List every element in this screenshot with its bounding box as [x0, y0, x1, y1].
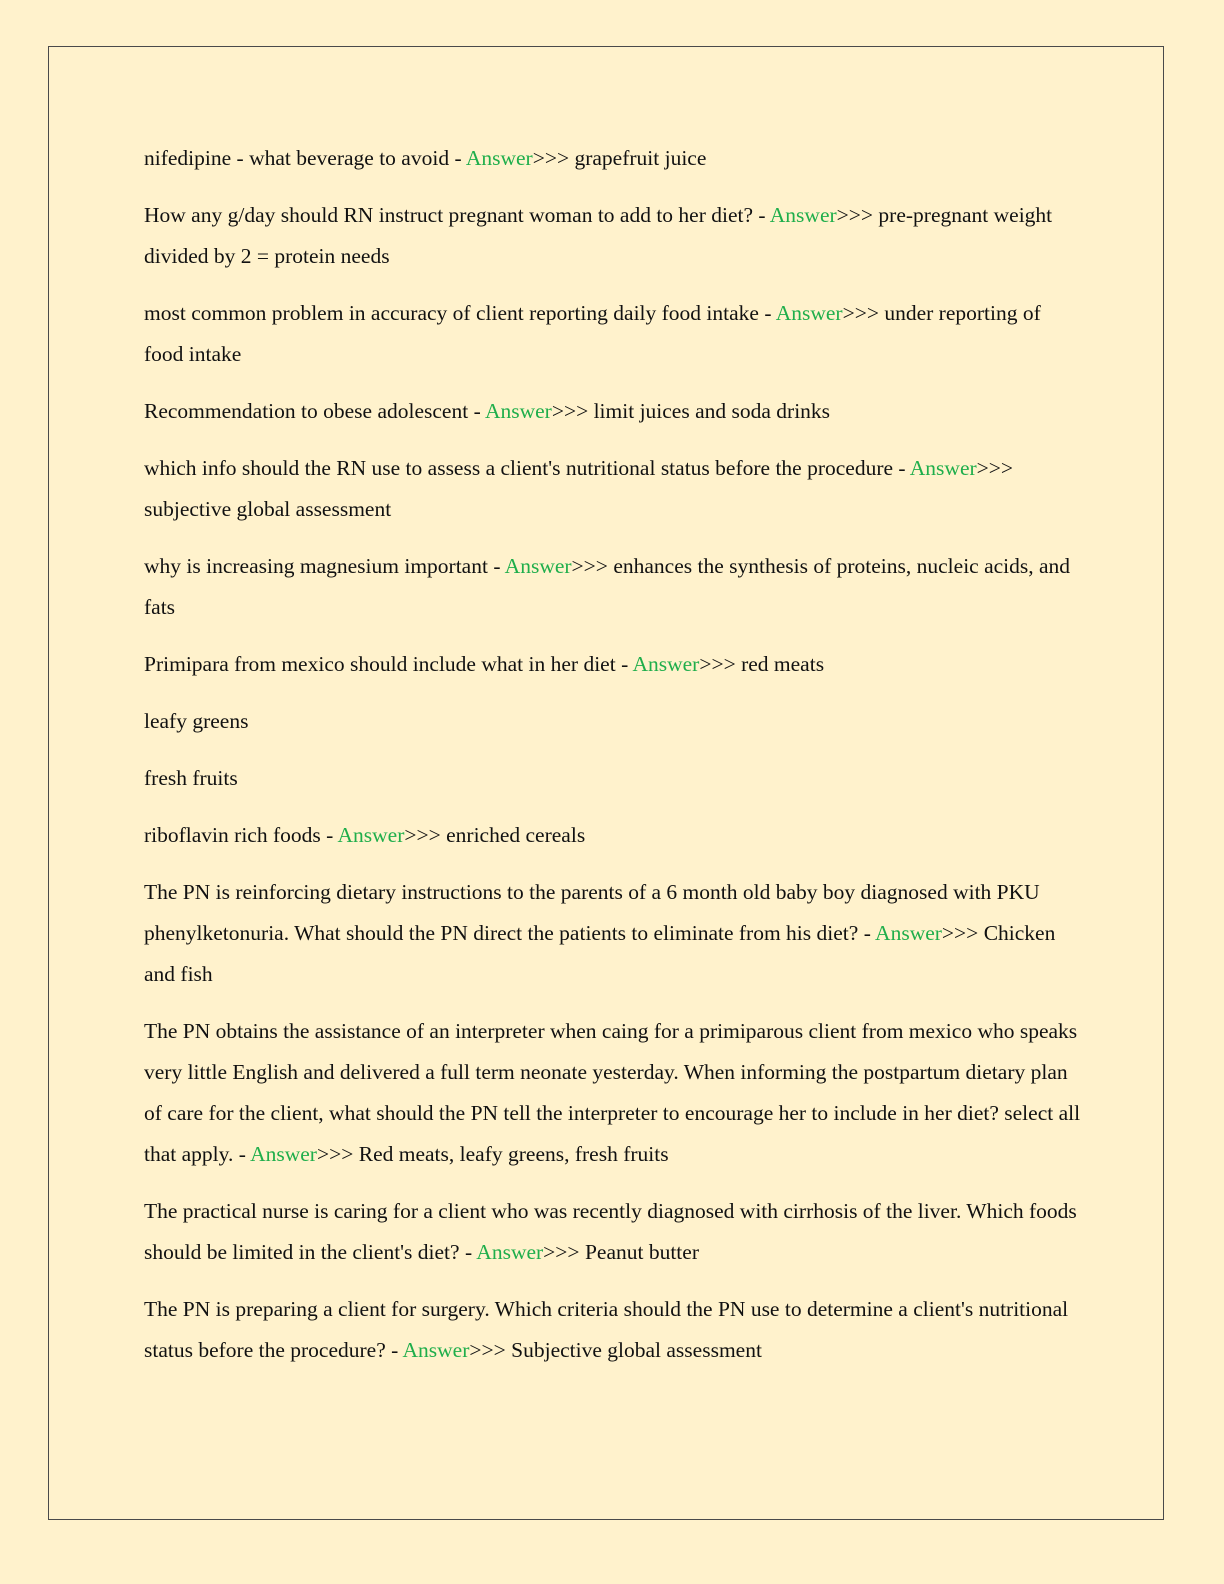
answer-label: Answer: [775, 301, 843, 325]
question-text: nifedipine - what beverage to avoid: [144, 146, 450, 170]
answer-text: Chicken and fish: [144, 921, 1056, 986]
separator: -: [233, 1142, 251, 1166]
answer-text: limit juices and soda drinks: [593, 399, 831, 423]
answer-text: grapefruit juice: [574, 146, 707, 170]
separator: -: [449, 146, 466, 170]
answer-marker: >>>: [469, 1338, 512, 1362]
question-text: Recommendation to obese adolescent: [144, 399, 469, 423]
qa-item: [144, 1289, 1084, 1371]
separator: -: [459, 1240, 477, 1264]
answer-marker: >>>: [551, 399, 594, 423]
qa-item: [144, 293, 1084, 375]
answer-label: Answer: [769, 203, 837, 227]
question-text: Primipara from mexico should include what in her diet: [144, 652, 616, 676]
question-text: most common problem in accuracy of client reporting daily food intake: [144, 301, 759, 325]
answer-label: Answer: [476, 1240, 544, 1264]
question-text: The PN is reinforcing dietary instructions to the parents of a 6 month old baby boy diagnosed with PKU phenylketonuria. What should the PN direct the patients to eliminate from his diet?: [144, 880, 1040, 945]
separator: -: [468, 399, 485, 423]
list-item: [144, 758, 1084, 799]
question-text: which info should the RN use to assess a client's nutritional status before the procedure: [144, 456, 894, 480]
answer-text: Peanut butter: [584, 1240, 699, 1264]
answer-marker: >>>: [404, 823, 447, 847]
answer-label: Answer: [465, 146, 533, 170]
question-text: riboflavin rich foods: [144, 823, 321, 847]
question-text: why is increasing magnesium important: [144, 554, 488, 578]
answer-label: Answer: [632, 652, 700, 676]
answer-text: subjective global assessment: [144, 497, 392, 521]
separator: -: [385, 1338, 403, 1362]
separator: -: [753, 203, 770, 227]
item-text: leafy greens: [144, 709, 249, 733]
qa-item: [144, 448, 1084, 530]
answer-text: enhances the synthesis of proteins, nucleic acids, and fats: [144, 554, 1071, 619]
flashcard-list: [144, 138, 1084, 1387]
qa-item: [144, 195, 1084, 277]
qa-item: [144, 872, 1084, 995]
answer-label: Answer: [504, 554, 572, 578]
answer-label: Answer: [484, 399, 552, 423]
answer-marker: >>>: [316, 1142, 359, 1166]
answer-label: Answer: [402, 1338, 470, 1362]
list-item: [144, 701, 1084, 742]
answer-marker: >>>: [976, 456, 1014, 480]
question-text: The PN is preparing a client for surgery. Which criteria should the PN use to determine a client's nutritional status before the procedure?: [144, 1297, 1069, 1362]
answer-text: red meats: [741, 652, 825, 676]
answer-text: Red meats, leafy greens, fresh fruits: [358, 1142, 669, 1166]
separator: -: [487, 554, 505, 578]
qa-item: [144, 1011, 1084, 1175]
answer-marker: >>>: [571, 554, 614, 578]
item-text: fresh fruits: [144, 766, 238, 790]
answer-marker: >>>: [842, 301, 885, 325]
qa-item: [144, 138, 1084, 179]
question-text: The PN obtains the assistance of an interpreter when caing for a primiparous client from mexico who speaks very little English and delivered a full term neonate yesterday. When informing the postpartum dietary plan of care for the client, what should the PN tell the interpreter to encourage her to include in her diet? select all that apply.: [144, 1019, 1081, 1166]
qa-item: [144, 815, 1084, 856]
answer-marker: >>>: [699, 652, 742, 676]
separator: -: [758, 301, 776, 325]
question-text: The practical nurse is caring for a client who was recently diagnosed with cirrhosis of the liver. Which foods should be limited in the client's diet?: [144, 1199, 1077, 1264]
qa-item: [144, 644, 1084, 685]
answer-marker: >>>: [836, 203, 879, 227]
separator: -: [615, 652, 633, 676]
answer-text: Subjective global assessment: [511, 1338, 762, 1362]
question-text: How any g/day should RN instruct pregnant woman to add to her diet?: [144, 203, 754, 227]
qa-item: [144, 1191, 1084, 1273]
answer-label: Answer: [250, 1142, 317, 1166]
answer-text: under reporting of food intake: [144, 301, 1041, 366]
answer-text: pre-pregnant weight divided by 2 = protein needs: [144, 203, 1053, 268]
answer-text: enriched cereals: [446, 823, 586, 847]
answer-label: Answer: [909, 456, 977, 480]
answer-marker: >>>: [941, 921, 984, 945]
qa-item: [144, 391, 1084, 432]
answer-marker: >>>: [532, 146, 575, 170]
answer-marker: >>>: [543, 1240, 585, 1264]
separator: -: [858, 921, 876, 945]
separator: -: [320, 823, 338, 847]
separator: -: [893, 456, 910, 480]
answer-label: Answer: [875, 921, 942, 945]
answer-label: Answer: [337, 823, 405, 847]
qa-item: [144, 546, 1084, 628]
